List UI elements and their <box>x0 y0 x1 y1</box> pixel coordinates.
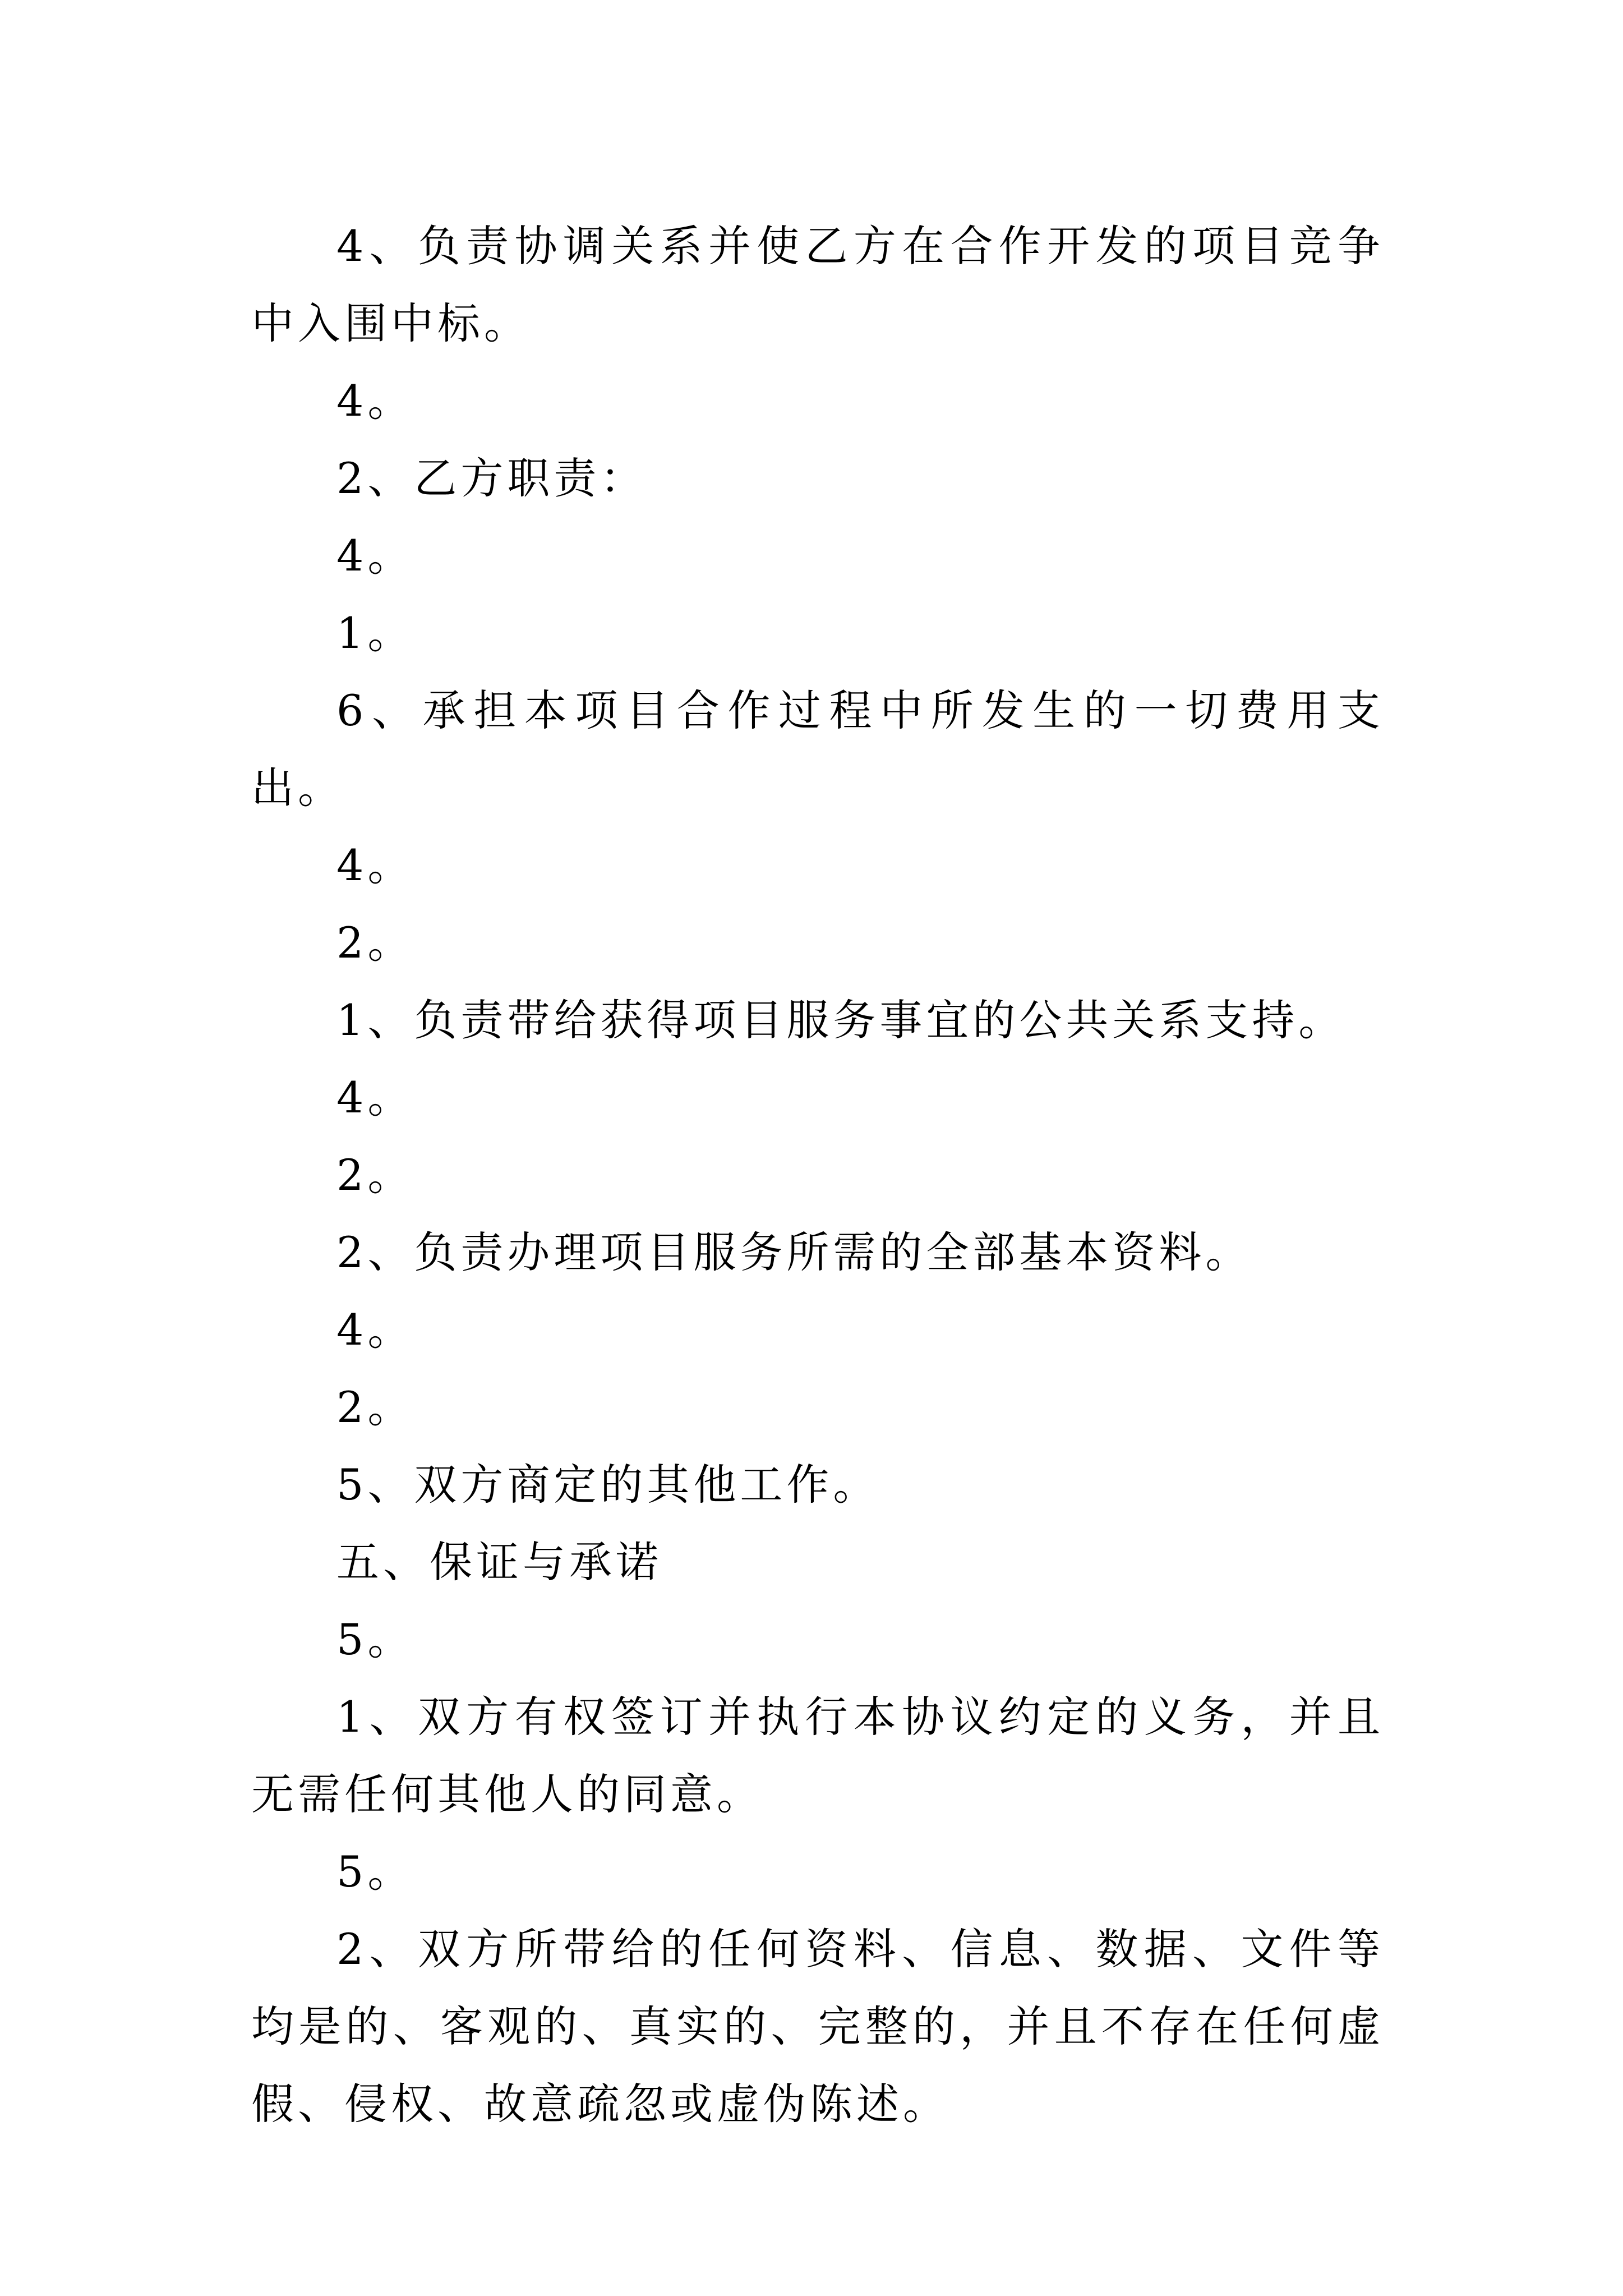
paragraph-5: 1。 <box>336 608 414 658</box>
paragraph-17: 5。 <box>336 1614 414 1664</box>
paragraph-10: 4。 <box>336 1073 414 1122</box>
paragraph-7: 4。 <box>336 840 414 890</box>
paragraph-2: 4。 <box>336 376 414 426</box>
paragraph-18: 1、双方有权签订并执行本协议约定的义务，并且无需任何其他人的同意。 <box>251 1692 1384 1819</box>
paragraph-12: 2、负责办理项目服务所需的全部基本资料。 <box>336 1227 1252 1277</box>
paragraph-20: 2、双方所带给的任何资料、信息、数据、文件等均是的、客观的、真实的、完整的，并且不存在任何虚假、侵权、故意疏忽或虚伪陈述。 <box>251 1924 1384 2129</box>
section-heading: 五、保证与承诺 <box>336 1537 662 1587</box>
paragraph-9: 1、负责带给获得项目服务事宜的公共关系支持。 <box>336 995 1345 1045</box>
paragraph-14: 2。 <box>336 1382 414 1432</box>
document-body <box>251 208 1384 2143</box>
paragraph-6: 6、承担本项目合作过程中所发生的一切费用支出。 <box>251 685 1384 813</box>
paragraph-1: 4、负责协调关系并使乙方在合作开发的项目竞争中入围中标。 <box>251 221 1384 348</box>
paragraph-4: 4。 <box>336 531 414 581</box>
paragraph-19: 5。 <box>336 1847 414 1897</box>
paragraph-3: 2、乙方职责： <box>336 453 647 503</box>
paragraph-11: 2。 <box>336 1150 414 1200</box>
paragraph-8: 2。 <box>336 918 414 968</box>
paragraph-13: 4。 <box>336 1305 414 1355</box>
paragraph-15: 5、双方商定的其他工作。 <box>336 1460 880 1510</box>
